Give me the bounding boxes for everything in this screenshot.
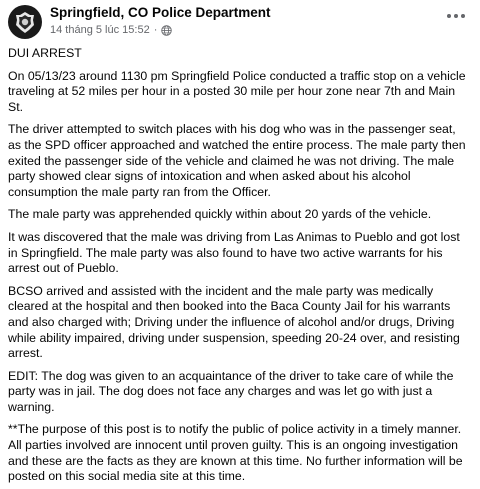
- post-paragraph: The male party was apprehended quickly within about 20 yards of the vehicle.: [8, 207, 432, 222]
- post-meta: [50, 4, 468, 37]
- page-name-link[interactable]: Springfield, CO Police Department: [50, 5, 271, 20]
- post-paragraph: **The purpose of this post is to notify the public of police activity in a timely manner. All parties involved are innocent until proven guilty. This is an ongoing investigation and these are the facts as they are known at this time. No further information will be posted on this social media site at this time.: [8, 422, 463, 484]
- post-title: DUI ARREST: [8, 46, 82, 60]
- post-paragraph: On 05/13/23 around 1130 pm Springfield Police conducted a traffic stop on a vehicle traveling at 52 miles per hour in a posted 30 mile per hour zone near 7th and Main St.: [8, 68, 466, 114]
- post-header: [8, 0, 468, 44]
- post-timestamp[interactable]: 14 tháng 5 lúc 15:52: [50, 24, 150, 36]
- post-paragraph: It was discovered that the male was driving from Las Animas to Pueblo and got lost in Springfield. The male party was also found to have two active warrants for his arrest out of Pueblo.: [8, 229, 460, 276]
- ellipsis-icon: [446, 13, 466, 19]
- globe-icon[interactable]: [161, 25, 172, 36]
- post-paragraph: BCSO arrived and assisted with the incident and the male party was medically cleared at the hospital and then booked into the Baca County Jail for his warrants and also charged with; Driving under the influence of alcohol and/or drugs, Driving while ability impaired, driving under suspension, speeding 20-24 over, and resisting arrest.: [8, 283, 460, 361]
- more-options-button[interactable]: [444, 6, 468, 26]
- avatar[interactable]: [8, 5, 42, 39]
- post-body: [8, 46, 468, 485]
- post-paragraph: EDIT: The dog was given to an acquaintance of the driver to take care of while the party was in jail. The dog does not face any charges and was let go with just a warning.: [8, 368, 454, 414]
- post-subline: [50, 23, 468, 37]
- police-badge-icon: [12, 9, 38, 35]
- post-paragraph: The driver attempted to switch places with his dog who was in the passenger seat, as the SPD officer approached and watched the entire process. The male party then exited the passenger side of the vehicle and claimed he was not driving. The male party showed clear signs of intoxication and when asked about his alcohol consumption the male party ran from the Officer.: [8, 122, 466, 199]
- separator-dot: ·: [153, 24, 158, 36]
